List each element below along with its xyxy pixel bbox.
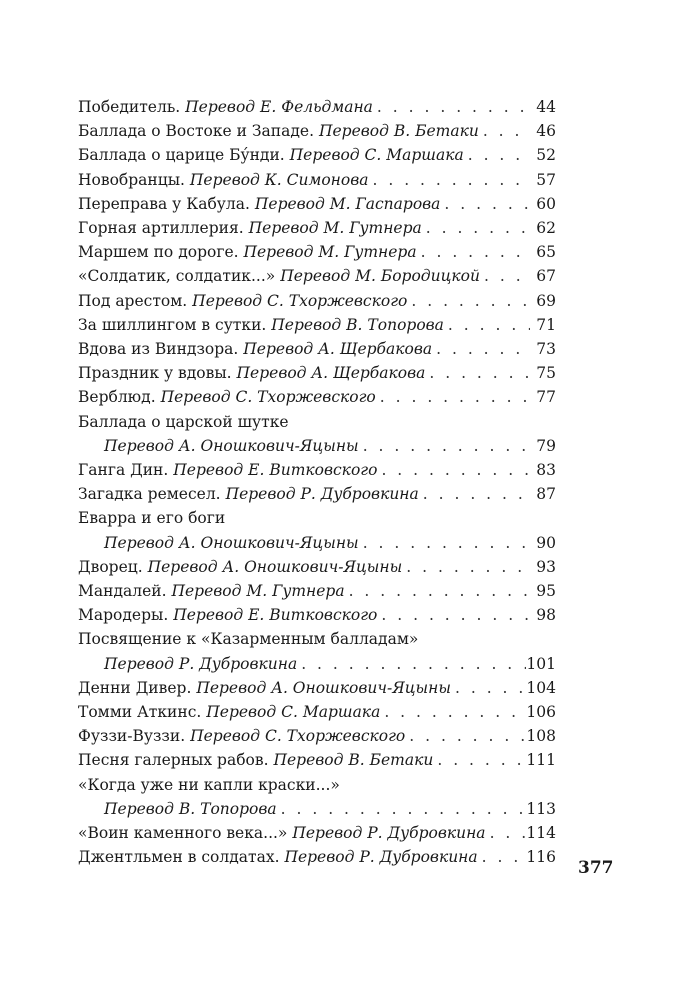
toc-page-number: 101 bbox=[526, 654, 556, 673]
toc-page-number: 46 bbox=[536, 122, 556, 141]
toc-entry bbox=[78, 313, 556, 337]
toc-page-number: 71 bbox=[536, 315, 556, 334]
toc-page-number: 95 bbox=[536, 582, 556, 601]
leader-dots bbox=[297, 652, 526, 676]
leader-dots bbox=[359, 434, 530, 458]
toc-entry bbox=[78, 724, 556, 748]
toc-title: «Воин каменного века...» Перевод Р. Дубровкина bbox=[78, 824, 486, 843]
toc-title: Фуззи-Вуззи. Перевод С. Тхоржевского bbox=[78, 727, 406, 746]
toc-translator: Перевод Р. Дубровкина bbox=[104, 654, 298, 673]
toc-translator: Перевод Р. Дубровкина bbox=[292, 824, 486, 843]
toc-translator: Перевод М. Гутнера bbox=[248, 219, 422, 238]
toc-page-number: 106 bbox=[526, 703, 556, 722]
toc-page-number: 75 bbox=[536, 364, 556, 383]
toc-title: Загадка ремесел. Перевод Р. Дубровкина bbox=[78, 485, 419, 504]
toc-entry bbox=[78, 603, 556, 627]
toc-title: Песня галерных рабов. Перевод В. Бетаки bbox=[78, 751, 434, 770]
toc-translator: Перевод С. Тхоржевского bbox=[192, 291, 408, 310]
toc-entry bbox=[78, 506, 556, 554]
toc-title: Мародеры. Перевод Е. Витковского bbox=[78, 606, 378, 625]
toc-page-number: 111 bbox=[526, 751, 556, 770]
table-of-contents bbox=[78, 95, 556, 870]
toc-translator: Перевод К. Симонова bbox=[189, 170, 369, 189]
leader-dots bbox=[464, 143, 530, 167]
leader-dots bbox=[425, 361, 530, 385]
toc-page-number: 57 bbox=[536, 170, 556, 189]
toc-page-number: 116 bbox=[526, 848, 556, 867]
toc-title: «Солдатик, солдатик...» Перевод М. Бородицкой bbox=[78, 267, 480, 286]
toc-translator: Перевод С. Тхоржевского bbox=[160, 388, 376, 407]
leader-dots bbox=[405, 724, 526, 748]
toc-translator: Перевод М. Гутнера bbox=[171, 582, 345, 601]
toc-page-number: 77 bbox=[536, 388, 556, 407]
leader-dots bbox=[479, 119, 530, 143]
toc-title: Ганга Дин. Перевод Е. Витковского bbox=[78, 461, 378, 480]
toc-title: Праздник у вдовы. Перевод А. Щербакова bbox=[78, 364, 426, 383]
toc-page-number: 52 bbox=[536, 146, 556, 165]
leader-dots bbox=[486, 821, 527, 845]
toc-entry bbox=[78, 748, 556, 772]
toc-title: Дворец. Перевод А. Оношкович-Яцыны bbox=[78, 557, 403, 576]
toc-page-number: 114 bbox=[526, 824, 556, 843]
leader-dots bbox=[376, 385, 530, 409]
toc-translator: Перевод С. Тхоржевского bbox=[190, 727, 406, 746]
toc-translator: Перевод А. Оношкович-Яцыны bbox=[104, 436, 359, 455]
toc-entry bbox=[78, 482, 556, 506]
toc-title: Баллада о царской шутке bbox=[78, 412, 289, 431]
leader-dots bbox=[451, 676, 526, 700]
leader-dots bbox=[417, 240, 530, 264]
toc-entry bbox=[78, 337, 556, 361]
toc-translator: Перевод М. Бородицкой bbox=[280, 267, 480, 286]
toc-title: «Когда уже ни капли краски...» bbox=[78, 775, 340, 794]
toc-title: Верблюд. Перевод С. Тхоржевского bbox=[78, 388, 376, 407]
toc-entry bbox=[78, 627, 556, 675]
toc-title: Баллада о Востоке и Западе. Перевод В. Бетаки bbox=[78, 122, 479, 141]
leader-dots bbox=[368, 168, 530, 192]
page-folio-number: 377 bbox=[578, 858, 614, 878]
toc-title: Переправа у Кабула. Перевод М. Гаспарова bbox=[78, 194, 441, 213]
toc-translator: Перевод Р. Дубровкина bbox=[225, 485, 419, 504]
toc-page-number: 98 bbox=[536, 606, 556, 625]
toc-translator: Перевод А. Щербакова bbox=[236, 364, 426, 383]
toc-translator: Перевод В. Бетаки bbox=[273, 751, 434, 770]
toc-title: Денни Дивер. Перевод А. Оношкович-Яцыны bbox=[78, 678, 451, 697]
toc-entry bbox=[78, 216, 556, 240]
toc-page-number: 90 bbox=[536, 533, 556, 552]
toc-page-number: 60 bbox=[536, 194, 556, 213]
toc-title: За шиллингом в сутки. Перевод В. Топорова bbox=[78, 315, 444, 334]
toc-title: Баллада о царице Бу́нди. Перевод С. Маршака bbox=[78, 146, 464, 165]
toc-entry bbox=[78, 385, 556, 409]
toc-entry bbox=[78, 192, 556, 216]
toc-translator: Перевод В. Бетаки bbox=[318, 122, 479, 141]
toc-title: Победитель. Перевод Е. Фельдмана bbox=[78, 98, 373, 116]
leader-dots bbox=[432, 337, 530, 361]
toc-page-number: 67 bbox=[536, 267, 556, 286]
leader-dots bbox=[377, 458, 530, 482]
toc-page-number: 65 bbox=[536, 243, 556, 262]
toc-title: Томми Аткинс. Перевод С. Маршака bbox=[78, 703, 381, 722]
toc-page-number: 104 bbox=[526, 678, 556, 697]
toc-translator: Перевод М. Гутнера bbox=[243, 243, 417, 262]
toc-title: Маршем по дороге. Перевод М. Гутнера bbox=[78, 243, 417, 262]
toc-entry bbox=[78, 143, 556, 167]
toc-title: Мандалей. Перевод М. Гутнера bbox=[78, 582, 345, 601]
leader-dots bbox=[444, 313, 530, 337]
toc-page-number: 73 bbox=[536, 340, 556, 359]
toc-entry bbox=[78, 700, 556, 724]
leader-dots bbox=[402, 555, 530, 579]
toc-title: Под арестом. Перевод С. Тхоржевского bbox=[78, 291, 408, 310]
toc-entry bbox=[78, 264, 556, 288]
toc-entry bbox=[78, 555, 556, 579]
leader-dots bbox=[419, 482, 530, 506]
toc-translator: Перевод С. Маршака bbox=[289, 146, 464, 165]
toc-translator: Перевод А. Щербакова bbox=[243, 340, 433, 359]
leader-dots bbox=[433, 748, 526, 772]
toc-page-number: 69 bbox=[536, 291, 556, 310]
leader-dots bbox=[478, 845, 527, 869]
toc-translator: Перевод В. Топорова bbox=[271, 315, 444, 334]
leader-dots bbox=[407, 289, 530, 313]
toc-title: Джентльмен в солдатах. Перевод Р. Дубровкина bbox=[78, 848, 478, 867]
leader-dots bbox=[345, 579, 530, 603]
toc-entry bbox=[78, 579, 556, 603]
toc-entry bbox=[78, 119, 556, 143]
toc-translator: Перевод А. Оношкович-Яцыны bbox=[104, 533, 359, 552]
toc-translator: Перевод В. Топорова bbox=[104, 799, 277, 818]
toc-title: Горная артиллерия. Перевод М. Гутнера bbox=[78, 219, 422, 238]
leader-dots bbox=[359, 531, 530, 555]
toc-entry bbox=[78, 458, 556, 482]
leader-dots bbox=[480, 264, 530, 288]
leader-dots bbox=[422, 216, 530, 240]
leader-dots bbox=[440, 192, 530, 216]
toc-entry bbox=[78, 676, 556, 700]
toc-translator: Перевод Р. Дубровкина bbox=[284, 848, 478, 867]
toc-entry bbox=[78, 289, 556, 313]
toc-translator: Перевод А. Оношкович-Яцыны bbox=[196, 678, 451, 697]
toc-entry bbox=[78, 240, 556, 264]
toc-entry bbox=[78, 168, 556, 192]
toc-page-number: 83 bbox=[536, 461, 556, 480]
toc-translator: Перевод Е. Витковского bbox=[173, 461, 378, 480]
toc-entry bbox=[78, 361, 556, 385]
toc-entry bbox=[78, 410, 556, 458]
toc-translator: Перевод А. Оношкович-Яцыны bbox=[147, 557, 403, 576]
leader-dots bbox=[373, 95, 530, 119]
toc-translator: Перевод М. Гаспарова bbox=[254, 194, 441, 213]
toc-entry bbox=[78, 95, 556, 119]
leader-dots bbox=[377, 603, 530, 627]
toc-page-number: 44 bbox=[536, 98, 556, 116]
toc-page-number: 93 bbox=[536, 557, 556, 576]
toc-page-number: 108 bbox=[526, 727, 556, 746]
toc-translator: Перевод С. Маршака bbox=[206, 703, 381, 722]
leader-dots bbox=[380, 700, 526, 724]
toc-title: Посвящение к «Казарменным балладам» bbox=[78, 630, 419, 649]
toc-title: Еварра и его боги bbox=[78, 509, 226, 528]
toc-entry bbox=[78, 845, 556, 869]
toc-page-number: 62 bbox=[536, 219, 556, 238]
leader-dots bbox=[277, 797, 527, 821]
toc-translator: Перевод Е. Витковского bbox=[173, 606, 378, 625]
toc-entry bbox=[78, 773, 556, 821]
toc-page-number: 87 bbox=[536, 485, 556, 504]
toc-page-number: 113 bbox=[526, 799, 556, 818]
toc-title: Новобранцы. Перевод К. Симонова bbox=[78, 170, 369, 189]
toc-title: Вдова из Виндзора. Перевод А. Щербакова bbox=[78, 340, 433, 359]
toc-translator: Перевод Е. Фельдмана bbox=[185, 98, 373, 116]
toc-entry bbox=[78, 821, 556, 845]
toc-page-number: 79 bbox=[536, 436, 556, 455]
